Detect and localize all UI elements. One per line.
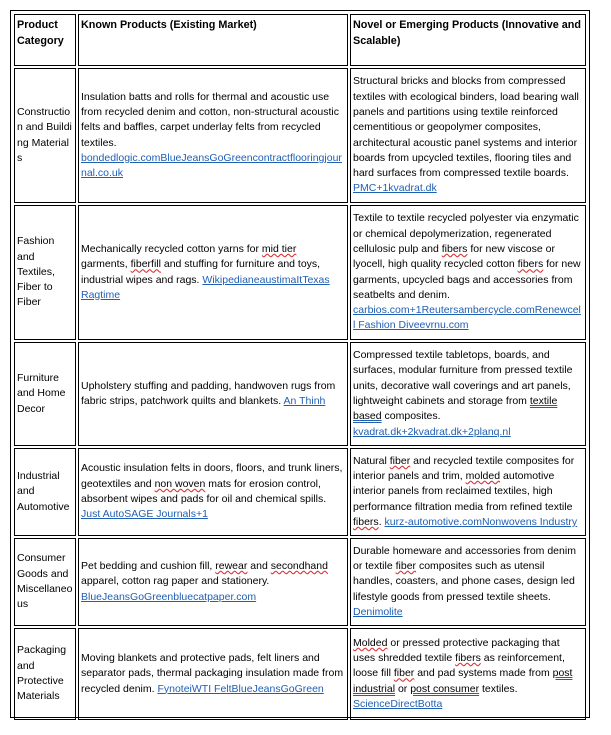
known-text: apparel, cotton rag paper and stationery. — [81, 575, 270, 588]
source-link[interactable]: Denimolite — [353, 605, 403, 618]
known-text: Pet bedding and cushion fill, — [81, 560, 216, 573]
flagged-word: post consumer — [410, 682, 480, 695]
novel-products-cell — [350, 342, 586, 446]
novel-text: composites. — [381, 410, 441, 423]
flagged-word: fibers — [353, 515, 379, 528]
category-cell: Construction and Building Materials — [14, 68, 76, 203]
table-row — [14, 448, 586, 536]
flagged-word: Molded — [353, 636, 388, 649]
source-link[interactable]: WikipedianeaustimaItTexas Ragtime — [81, 273, 330, 301]
table-row — [14, 342, 586, 446]
novel-products-cell — [350, 628, 586, 720]
source-link[interactable]: ScienceDirectBotta — [353, 697, 443, 710]
novel-text: and recycled textile composites for interior panels and trim, — [353, 454, 575, 483]
known-text: mats for erosion control, absorbent wipes and pads for oil and chemical spills. — [81, 477, 327, 505]
source-link[interactable]: bondedlogic.comBlueJeansGoGreencontractflooringjournal.co.uk — [81, 151, 342, 180]
flagged-word: fiber — [395, 560, 417, 573]
known-products-cell — [78, 68, 348, 203]
known-text: Upholstery stuffing and padding, handwoven rugs from fabric strips, patchwork quilts and blankets. — [81, 379, 336, 407]
novel-products-cell — [350, 448, 586, 536]
novel-text: or — [395, 682, 411, 695]
flagged-word: fiber — [393, 667, 415, 680]
source-link[interactable]: PMC+1kvadrat.dk — [353, 182, 437, 195]
flagged-word: post industrial — [353, 667, 573, 695]
category-cell: Packaging and Protective Materials — [14, 628, 76, 720]
known-text: and — [247, 560, 271, 573]
flagged-word: fibers — [455, 652, 481, 665]
table-row — [14, 628, 586, 720]
flagged-word: textile based — [353, 395, 558, 423]
known-text: and stuffing for furniture and toys, industrial wipes and rags. — [81, 258, 321, 286]
source-link[interactable]: Just AutoSAGE Journals+1 — [81, 508, 208, 521]
novel-text: Compressed textile tabletops, boards, and surfaces, modular furniture from pressed textile units, decorative wall coverings and art panels, lightweight cabinets and storage from — [353, 349, 573, 407]
known-text: Moving blankets and protective pads, felt liners and separator pads, thermal packaging insulation made from recycled denim. — [81, 652, 344, 695]
novel-text: Structural bricks and blocks from compressed textiles with ecological binders, load bearing wall panels and partitions using textile reinforced cementitious or geopolymer composites, architectural acoustic panel systems and interior boards from upcycled textiles, flooring tiles and hard surfaces from compressed textile boards. — [353, 75, 579, 180]
known-text: Mechanically recycled cotton yarns for — [81, 242, 262, 255]
flagged-word: rewear — [215, 560, 248, 573]
novel-products-cell — [350, 538, 586, 626]
novel-text: composites such as utensil handles, coasters, and phone cases, design led lifestyle goods from pressed textile sheets. — [353, 560, 575, 603]
known-text: Insulation batts and rolls for thermal and acoustic use from recycled denim and cotton, non-structural acoustic felts and baffles, carpet underlay felts from recycled textiles. — [81, 90, 339, 149]
product-category-table — [12, 12, 588, 722]
category-cell: Consumer Goods and Miscellaneous — [14, 538, 76, 626]
known-text: Acoustic insulation felts in doors, floors, and trunk liners, geotextiles and — [81, 462, 343, 490]
table-row — [14, 205, 586, 340]
novel-text: textiles. — [479, 682, 518, 695]
category-cell: Fashion and Textiles, Fiber to Fiber — [14, 205, 76, 340]
novel-text: Durable homeware and accessories from denim or textile — [353, 544, 576, 573]
flagged-word: fibers — [517, 258, 544, 271]
known-products-cell — [78, 538, 348, 626]
source-link[interactable]: carbios.com+1Reutersambercycle.comRenewcell Fashion Diveevrnu.com — [353, 304, 581, 332]
table-header-row — [14, 14, 586, 66]
table-row — [14, 538, 586, 626]
source-link[interactable]: kurz-automotive.comNonwovens Industry — [384, 515, 578, 528]
novel-text: Textile to textile recycled polyester via enzymatic or chemical depolymerization, regenerated cellulosic pulp and — [353, 212, 579, 255]
category-cell: Industrial and Automotive — [14, 448, 76, 536]
novel-products-cell — [350, 68, 586, 203]
category-cell: Furniture and Home Decor — [14, 342, 76, 446]
novel-products-cell — [350, 205, 586, 340]
flagged-word: fiber — [389, 454, 411, 467]
flagged-word: secondhand — [270, 560, 328, 573]
known-products-cell — [78, 342, 348, 446]
flagged-word: molded — [465, 470, 501, 483]
known-text: garments, — [81, 258, 131, 271]
source-link[interactable]: FynoteiWTI FeltBlueJeansGoGreen — [157, 682, 324, 695]
flagged-word: mid tier — [261, 242, 297, 255]
header-product-category: Product Category — [14, 14, 76, 66]
known-products-cell — [78, 628, 348, 720]
novel-text: Natural — [353, 454, 390, 467]
novel-text: automotive interior panels from reclaimed textiles, high performance filtration media from refined textile — [353, 470, 573, 513]
novel-text: as reinforcement, loose fill — [353, 652, 565, 680]
known-products-cell — [78, 205, 348, 340]
known-products-cell — [78, 448, 348, 536]
novel-text: . — [378, 515, 385, 528]
flagged-word: non woven — [154, 477, 206, 490]
flagged-word: fibers — [441, 242, 468, 255]
novel-text: and pad systems made from — [414, 667, 553, 680]
source-link[interactable]: BlueJeansGoGreenbluecatpaper.com — [81, 590, 257, 603]
source-link[interactable]: An Thinh — [283, 395, 326, 407]
novel-text: or pressed protective packaging that uses shredded textile — [353, 636, 560, 665]
novel-text: for new viscose or lyocell, high quality recycled cotton — [353, 242, 555, 271]
source-link[interactable]: kvadrat.dk+2kvadrat.dk+2planq.nl — [353, 425, 511, 438]
table-row — [14, 68, 586, 203]
flagged-word: fiberfill — [130, 258, 161, 271]
header-novel-products: Novel or Emerging Products (Innovative and Scalable) — [350, 14, 586, 66]
header-known-products: Known Products (Existing Market) — [78, 14, 348, 66]
novel-text: for new garments, upcycled bags and accessories from seatbelts and denim. — [353, 258, 581, 301]
